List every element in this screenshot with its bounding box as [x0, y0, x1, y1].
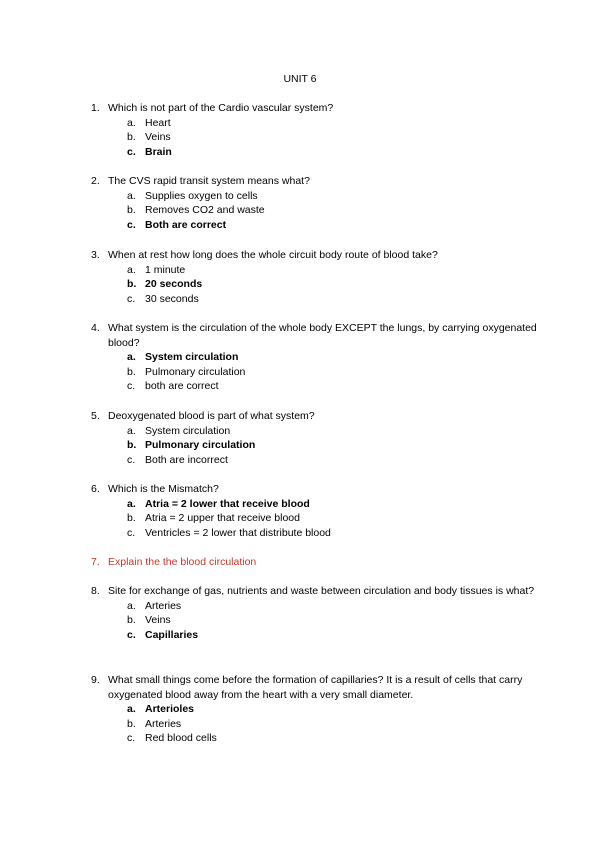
option-c [0, 292, 600, 307]
option-letter: b. [127, 204, 136, 217]
option-text: System circulation [145, 351, 239, 364]
option-b [0, 717, 600, 732]
question-8 [0, 584, 600, 642]
option-text: Both are correct [145, 218, 227, 231]
option-a [0, 189, 600, 204]
option-text: Veins [145, 614, 171, 627]
option-b [0, 365, 600, 380]
question-text: Which is not part of the Cardio vascular system? [108, 102, 334, 114]
option-letter: a. [127, 116, 136, 129]
option-text: Arteries [145, 599, 182, 612]
question-3 [0, 248, 600, 306]
question-text: Explain the the blood circulation [108, 556, 257, 568]
option-letter: a. [127, 189, 136, 202]
option-letter: c. [127, 145, 136, 158]
option-letter: b. [127, 614, 136, 627]
question-6 [0, 482, 600, 540]
option-letter: a. [127, 351, 136, 364]
option-letter: a. [127, 263, 136, 276]
question-stem [0, 174, 538, 189]
option-text: Atria = 2 upper that receive blood [145, 512, 300, 525]
question-1 [0, 101, 600, 159]
option-a [0, 424, 600, 439]
question-text: What small things come before the formation of capillaries? It is a result of cells that carry oxygenated blood away from the heart with a very small diameter. [108, 674, 523, 701]
option-text: 20 seconds [145, 278, 203, 291]
option-b-answer [0, 438, 600, 453]
question-4 [0, 321, 600, 394]
option-letter: c. [127, 292, 136, 305]
question-5 [0, 409, 600, 467]
option-c-answer [0, 628, 600, 643]
option-letter: a. [127, 703, 136, 716]
option-letter: c. [127, 526, 136, 539]
option-c [0, 379, 600, 394]
option-letter: c. [127, 218, 136, 231]
option-text: 30 seconds [145, 292, 199, 305]
option-b [0, 613, 600, 628]
option-text: Veins [145, 131, 171, 144]
question-text: Deoxygenated blood is part of what system? [108, 410, 315, 422]
option-text: System circulation [145, 424, 231, 437]
question-text: What system is the circulation of the whole body EXCEPT the lungs, by carrying oxygenated blood? [108, 322, 537, 349]
option-letter: b. [127, 717, 136, 730]
option-a [0, 116, 600, 131]
question-9 [0, 673, 600, 746]
option-text: 1 minute [145, 263, 186, 276]
question-stem [0, 482, 538, 497]
question-2 [0, 174, 600, 232]
option-text: Removes CO2 and waste [145, 204, 265, 217]
option-text: Both are incorrect [145, 453, 228, 466]
question-number: 5. [91, 410, 100, 422]
option-text: Heart [145, 116, 171, 129]
option-a [0, 599, 600, 614]
option-text: both are correct [145, 380, 219, 393]
question-number: 7. [91, 556, 100, 568]
option-letter: c. [127, 453, 136, 466]
question-number: 9. [91, 674, 100, 686]
option-letter: a. [127, 497, 136, 510]
option-text: Ventricles = 2 lower that distribute blood [145, 526, 331, 539]
question-stem [0, 321, 538, 350]
question-stem [0, 101, 538, 116]
page-title: UNIT 6 [283, 73, 317, 85]
option-letter: b. [127, 512, 136, 525]
question-number: 2. [91, 175, 100, 187]
option-c-answer [0, 145, 600, 160]
question-text: Site for exchange of gas, nutrients and waste between circulation and body tissues is what? [108, 585, 535, 597]
option-text: Atria = 2 lower that receive blood [145, 497, 310, 510]
option-b [0, 130, 600, 145]
option-text: Arterioles [145, 703, 195, 716]
option-a [0, 263, 600, 278]
question-7 [0, 555, 600, 570]
question-stem [0, 248, 538, 263]
option-a-answer [0, 350, 600, 365]
question-number: 6. [91, 483, 100, 495]
question-text: When at rest how long does the whole circuit body route of blood take? [108, 249, 438, 261]
option-text: Capillaries [145, 628, 199, 641]
option-letter: b. [127, 365, 136, 378]
question-number: 1. [91, 102, 100, 114]
option-c [0, 731, 600, 746]
question-number: 8. [91, 585, 100, 597]
option-letter: c. [127, 732, 136, 745]
option-text: Arteries [145, 717, 182, 730]
option-text: Red blood cells [145, 732, 217, 745]
question-stem [0, 673, 538, 702]
question-text: The CVS rapid transit system means what? [108, 175, 310, 187]
option-text: Pulmonary circulation [145, 365, 246, 378]
option-text: Supplies oxygen to cells [145, 189, 258, 202]
option-letter: a. [127, 599, 136, 612]
question-number: 4. [91, 322, 100, 334]
option-letter: c. [127, 628, 136, 641]
question-number: 3. [91, 249, 100, 261]
question-stem [0, 555, 538, 570]
option-text: Brain [145, 145, 172, 158]
option-b [0, 511, 600, 526]
option-letter: b. [127, 131, 136, 144]
question-text: Which is the Mismatch? [108, 483, 219, 495]
option-letter: b. [127, 278, 137, 291]
option-letter: a. [127, 424, 136, 437]
question-stem [0, 584, 538, 599]
option-a-answer [0, 497, 600, 512]
option-b-answer [0, 277, 600, 292]
question-stem [0, 409, 538, 424]
option-a-answer [0, 702, 600, 717]
option-letter: b. [127, 439, 137, 452]
option-c-answer [0, 218, 600, 233]
option-letter: c. [127, 380, 136, 393]
option-c [0, 453, 600, 468]
option-text: Pulmonary circulation [145, 439, 256, 452]
option-c [0, 526, 600, 541]
option-b [0, 203, 600, 218]
